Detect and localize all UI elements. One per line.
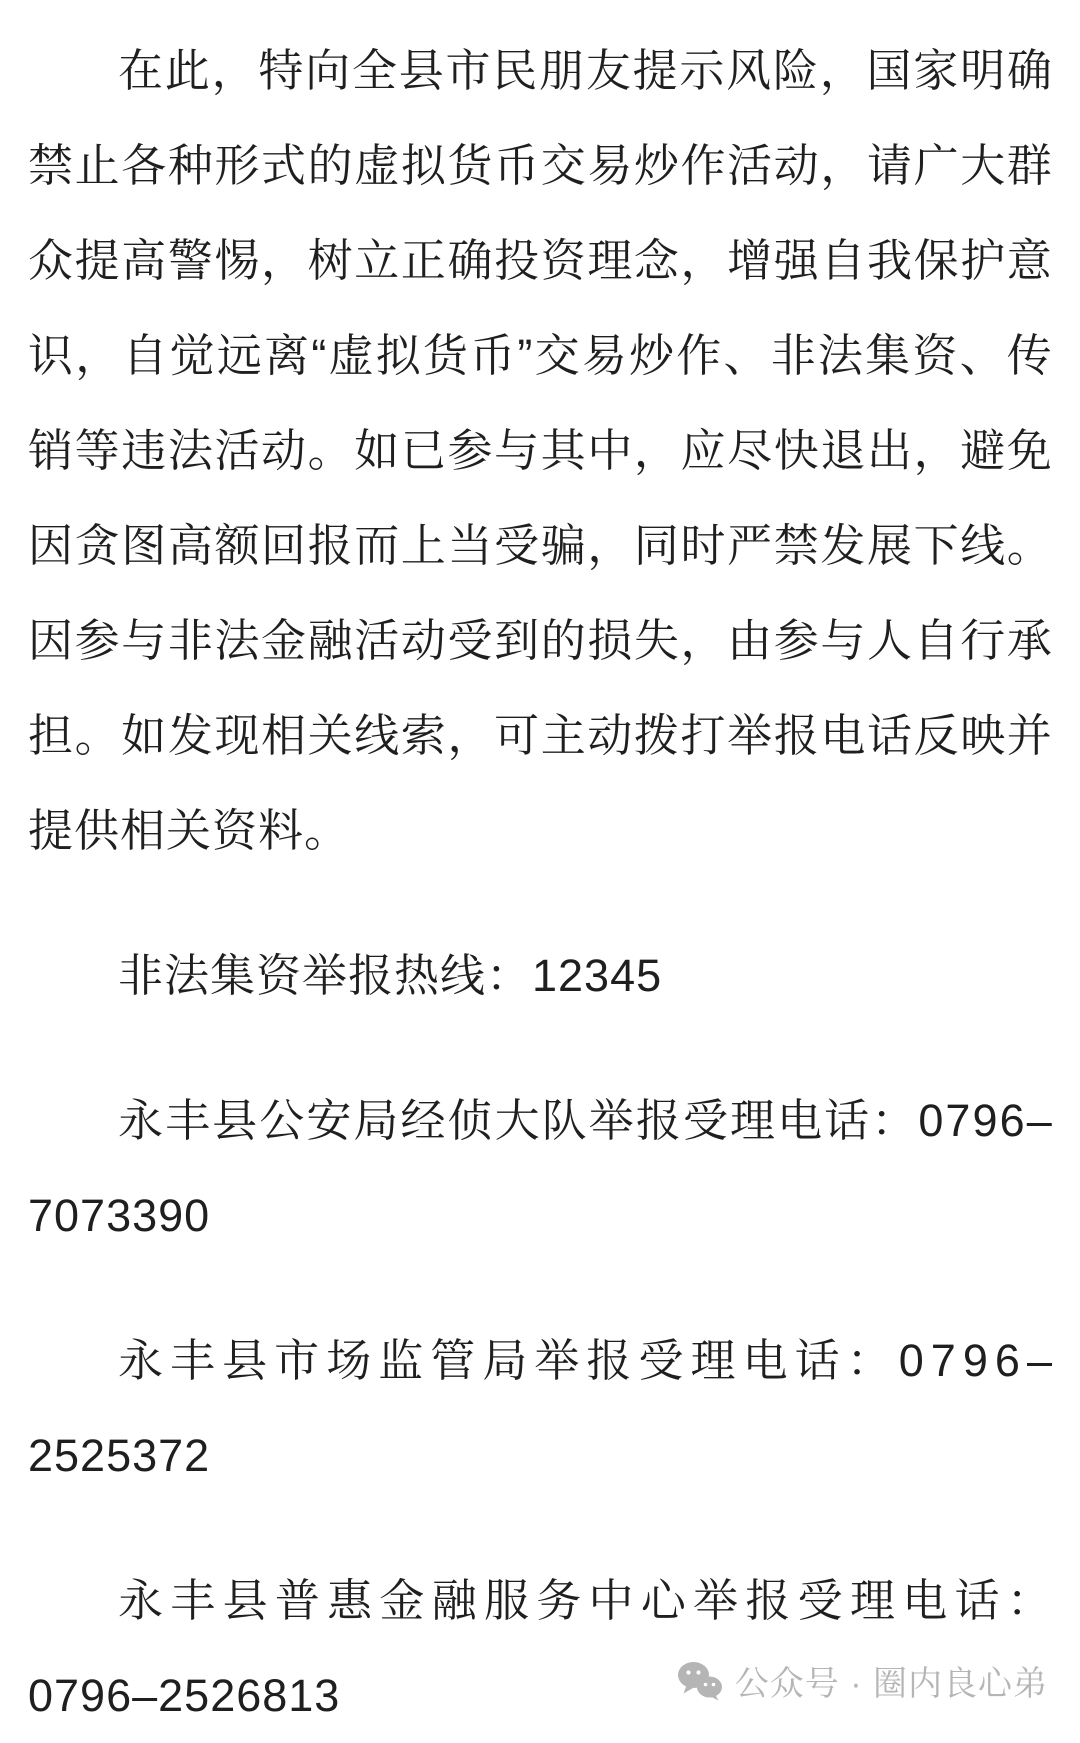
article-body	[28, 23, 1052, 1743]
text-line: 永 丰 县 普 惠 金 融 服 务 中 心 举 报 受 理 电 话 ：	[118, 1575, 1052, 1626]
text-line: 非法集资举报热线：12345	[118, 950, 663, 1001]
text-line: 2525372	[28, 1430, 211, 1481]
paragraph	[28, 1553, 1052, 1743]
text-line: 因 参 与 非 法 金 融 活 动 受 到 的 损 失 ， 由 参 与 人 自 行 承	[28, 615, 1052, 666]
text-line: 识 ， 自 觉 远 离 “ 虚 拟 货 币 ” 交 易 炒 作 、 非 法 集 资 、 传	[28, 330, 1052, 381]
text-line: 7073390	[28, 1190, 211, 1241]
paragraph	[28, 1313, 1052, 1503]
paragraph	[28, 1073, 1052, 1263]
text-line: 在 此 ， 特 向 全 县 市 民 朋 友 提 示 风 险 ， 国 家 明 确	[118, 45, 1052, 96]
text-line: 永 丰 县 市 场 监 管 局 举 报 受 理 电 话 ： 0 7 9 6 –	[118, 1335, 1052, 1386]
paragraph	[28, 928, 1052, 1023]
text-line: 永 丰 县 公 安 局 经 侦 大 队 举 报 受 理 电 话 ： 0 7 9 6 –	[118, 1095, 1052, 1146]
wechat-icon	[677, 1661, 723, 1701]
text-line: 提供相关资料。	[28, 805, 351, 856]
text-line: 因 贪 图 高 额 回 报 而 上 当 受 骗 ， 同 时 严 禁 发 展 下 线 。	[28, 520, 1052, 571]
watermark-label: 公众号 · 圈内良心弟	[734, 1665, 1048, 1703]
text-line: 禁 止 各 种 形 式 的 虚 拟 货 币 交 易 炒 作 活 动 ， 请 广 大 群	[28, 140, 1052, 191]
text-line: 众 提 高 警 惕 ， 树 立 正 确 投 资 理 念 ， 增 强 自 我 保 护 意	[28, 235, 1052, 286]
wechat-watermark	[677, 1656, 1048, 1705]
text-line: 销 等 违 法 活 动 。 如 已 参 与 其 中 ， 应 尽 快 退 出 ， 避 免	[28, 425, 1052, 476]
paragraph	[28, 23, 1052, 878]
text-line: 担 。 如 发 现 相 关 线 索 ， 可 主 动 拨 打 举 报 电 话 反 映 并	[28, 710, 1052, 761]
text-line: 0796–2526813	[28, 1670, 341, 1721]
